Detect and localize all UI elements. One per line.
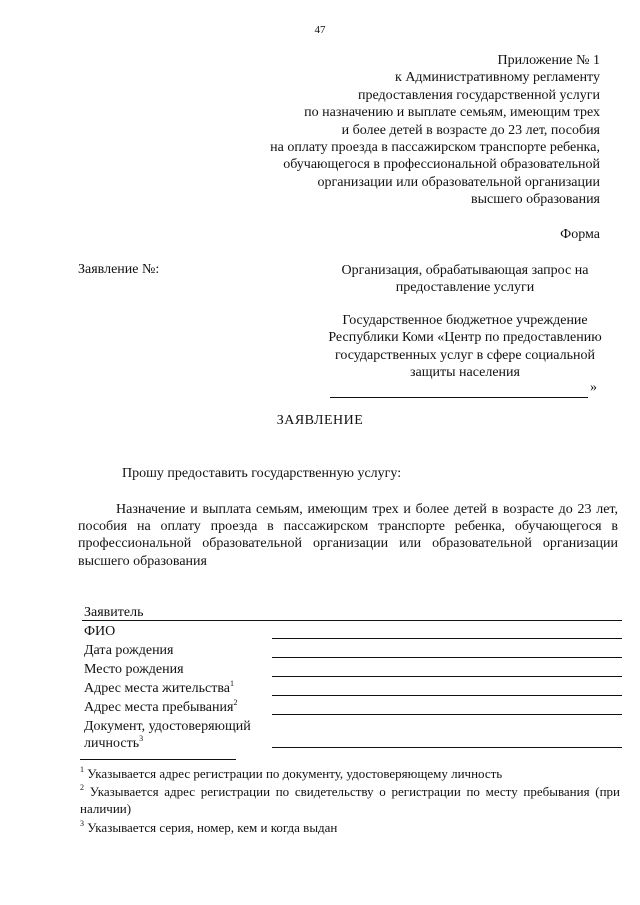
page-number: 47 <box>314 24 326 36</box>
field-label-residence-address <box>84 680 234 697</box>
applicant-section-label: Заявитель <box>84 605 144 620</box>
field-label-birth-date <box>84 642 174 659</box>
field-label-text: личность <box>84 736 140 751</box>
field-label-text: Адрес места жительства <box>84 681 230 696</box>
footnote-ref: 1 <box>230 679 234 688</box>
document-title: ЗАЯВЛЕНИЕ <box>276 413 364 428</box>
closing-quote: » <box>590 380 597 395</box>
header-line: по назначению и выплате семьям, имеющим трех <box>304 105 600 121</box>
birth-place-input-line[interactable] <box>272 676 622 677</box>
footnote-ref: 3 <box>139 734 144 743</box>
field-label-text: Место рождения <box>84 662 184 677</box>
header-line: предоставления государственной услуги <box>358 87 600 103</box>
field-label-text: ФИО <box>84 624 116 639</box>
field-label-stay-address <box>84 699 237 716</box>
identity-document-input-line[interactable] <box>272 747 622 748</box>
fio-input-line[interactable] <box>272 638 622 639</box>
field-label-fio <box>84 623 115 640</box>
request-text: Прошу предоставить государственную услугу: <box>122 466 402 481</box>
birth-date-input-line[interactable] <box>272 657 622 658</box>
header-line: обучающегося в профессиональной образовательной <box>283 157 600 173</box>
header-line: на оплату проезда в пассажирском транспорте ребенка, <box>270 140 600 156</box>
header-line: высшего образования <box>471 192 600 208</box>
header-line: организации или образовательной организации <box>317 174 600 190</box>
header-line: и более детей в возрасте до 23 лет, пособия <box>341 122 600 138</box>
footnote-number: 1 <box>80 765 84 774</box>
field-label-text: Дата рождения <box>84 643 174 658</box>
service-text: Назначение и выплата семьям, имеющим трех и более детей в возрасте до 23 лет, пособия на оплату проезда в пассажирском транспорте ребенка, обучающегося в профессиональной образовательной организации или образовательной организации высшего образования <box>78 502 618 569</box>
header-line: Приложение № 1 <box>497 53 600 68</box>
footnote-1 <box>80 766 620 783</box>
footnote-ref: 2 <box>233 698 238 707</box>
header-line: к Административному регламенту <box>395 70 600 86</box>
form-label: Форма <box>560 227 600 242</box>
footnote-2 <box>80 784 620 817</box>
organization-title: Организация, обрабатывающая запрос на предоставление услуги <box>341 263 589 296</box>
appendix-header <box>270 52 600 209</box>
field-label-text: Документ, удостоверяющий <box>84 719 251 734</box>
residence-address-input-line[interactable] <box>272 695 622 696</box>
footnote-text: Указывается адрес регистрации по документу, удостоверяющему личность <box>87 766 503 781</box>
footnote-3 <box>80 820 620 837</box>
organization-blank-line[interactable] <box>330 382 588 398</box>
applicant-divider <box>82 620 622 621</box>
field-label-text: Адрес места пребывания <box>84 700 234 715</box>
field-label-birth-place <box>84 661 184 678</box>
stay-address-input-line[interactable] <box>272 714 622 715</box>
footnote-text: Указывается адрес регистрации по свидетельству о регистрации по месту пребывания (при наличии) <box>80 784 621 816</box>
footnote-number: 3 <box>80 819 84 828</box>
organization-name: Государственное бюджетное учреждение Республики Коми «Центр по предоставлению государственных услуг в сфере социальной защиты населения <box>328 313 602 381</box>
footnote-number: 2 <box>80 783 84 792</box>
footnote-separator <box>80 759 236 760</box>
application-number-label: Заявление №: <box>78 262 160 277</box>
field-label-identity-document <box>84 718 251 752</box>
footnote-text: Указывается серия, номер, кем и когда выдан <box>87 820 338 835</box>
